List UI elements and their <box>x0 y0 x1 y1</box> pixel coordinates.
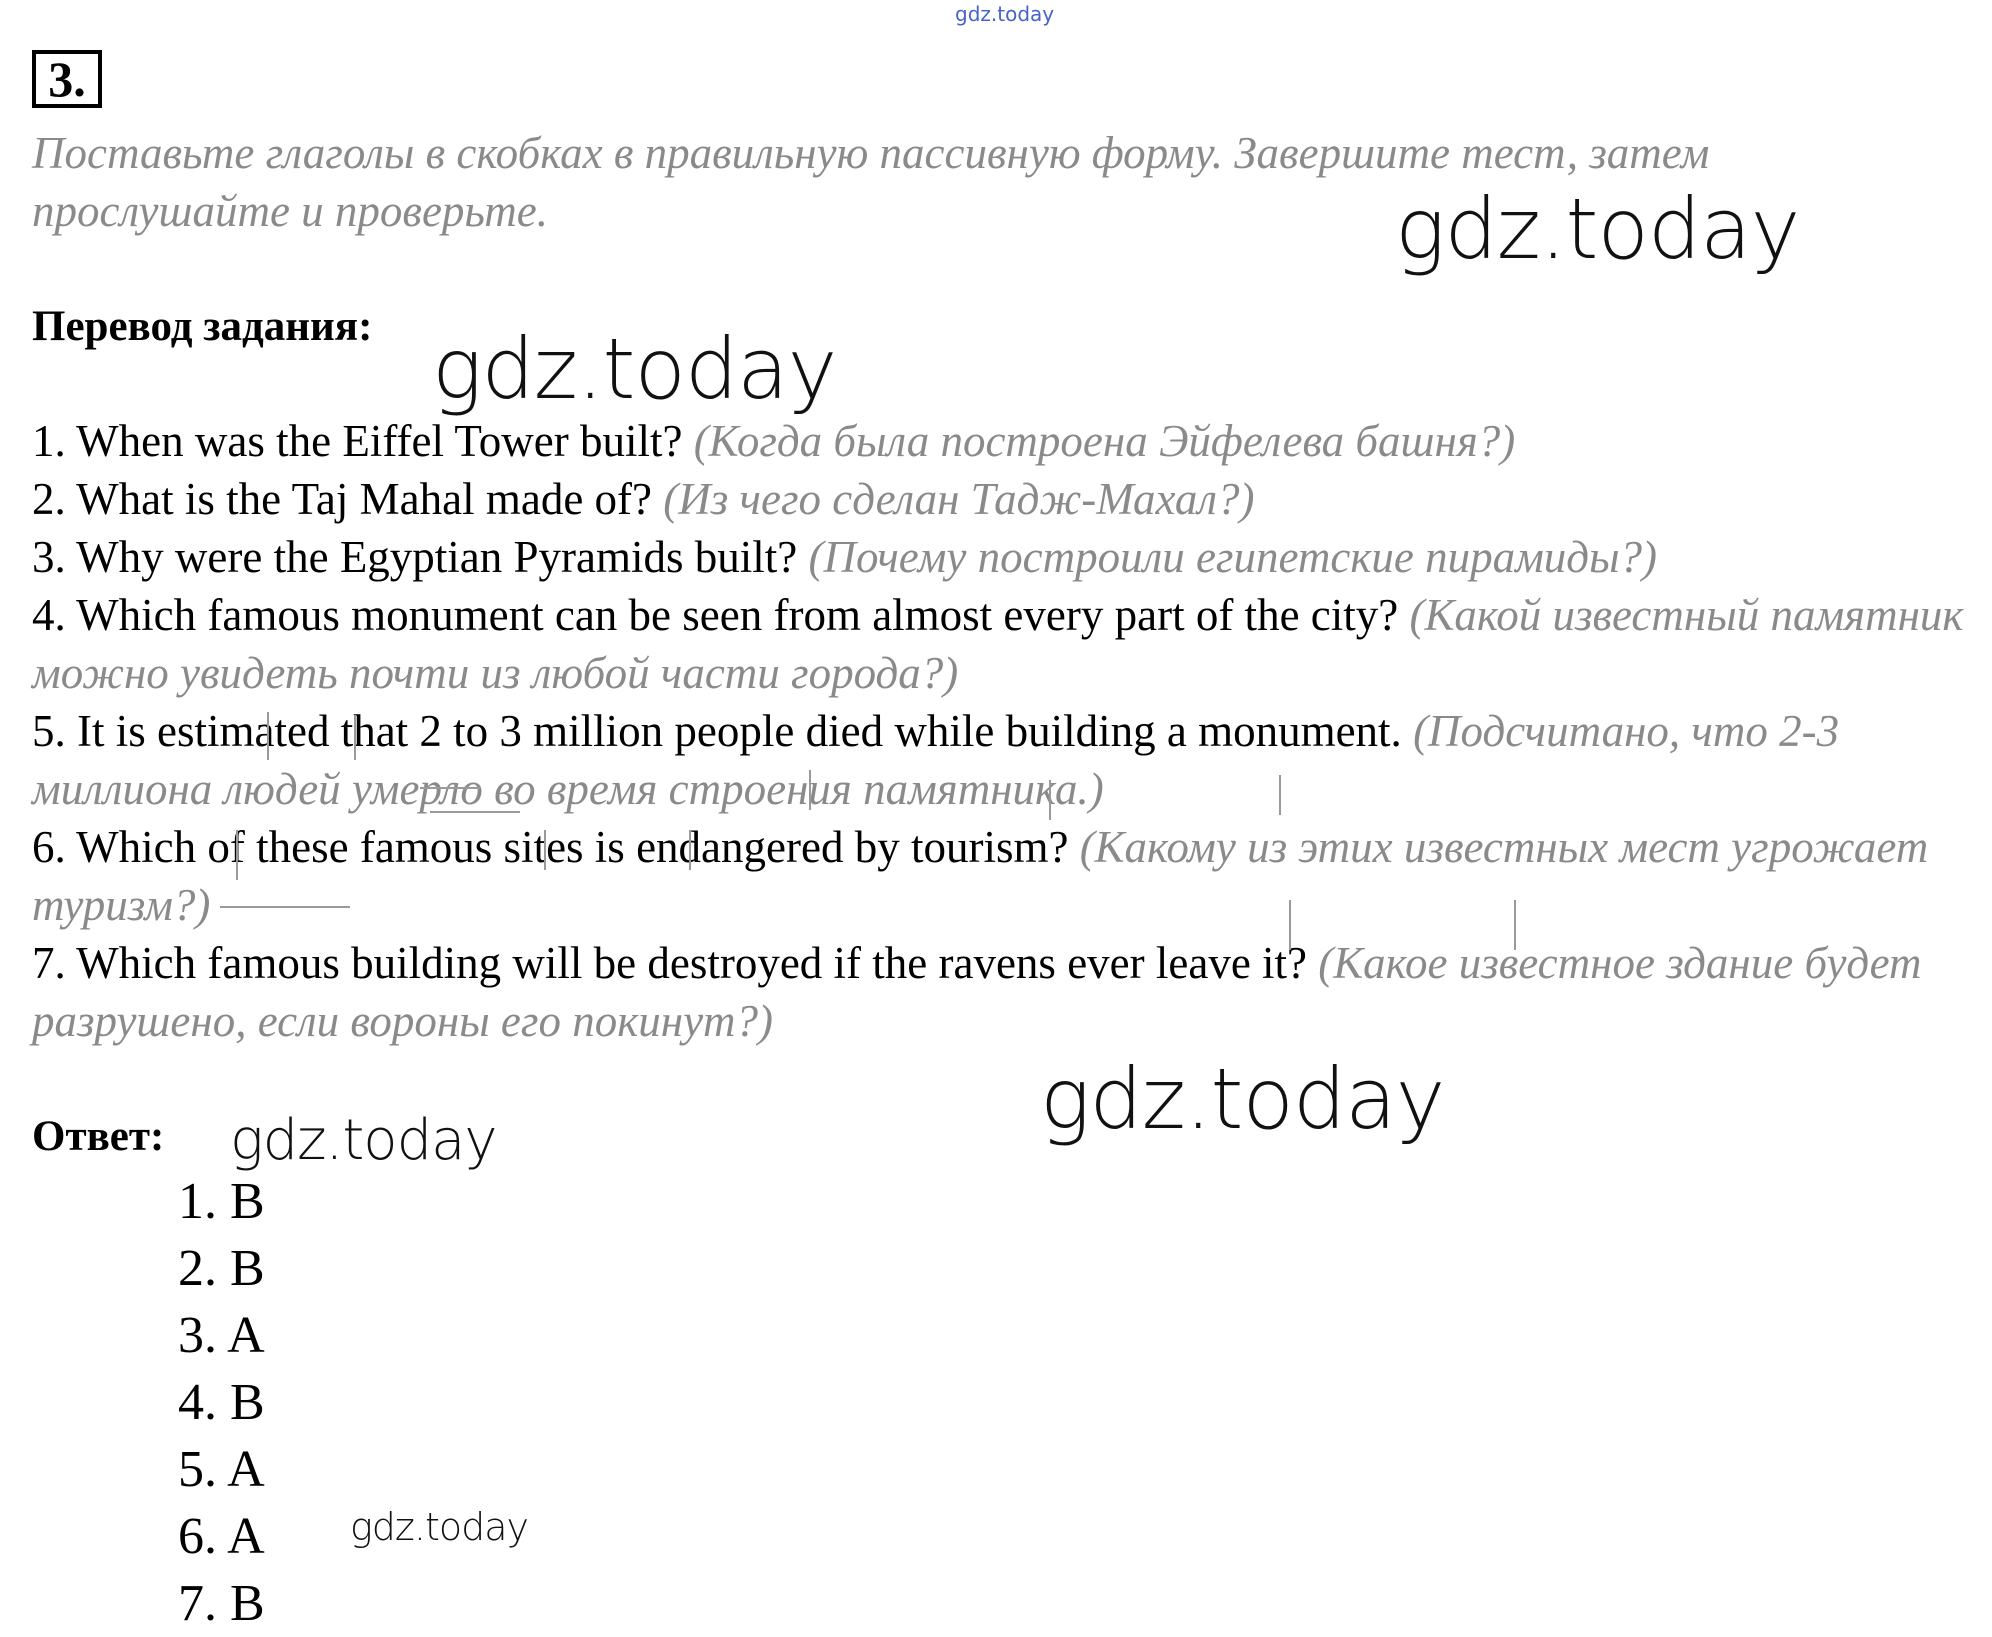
question-ru: (Какое известное здание будет разрушено, если вороны его покинут?) <box>32 938 1922 1046</box>
answer-list <box>178 1168 265 1637</box>
answer-title: Ответ: <box>32 1113 165 1160</box>
watermark-1: gdz.today <box>1395 180 1800 278</box>
top-watermark: gdz.today <box>955 2 1055 26</box>
exercise-instruction: Поставьте глаголы в скобках в правильную пассивную форму. Завершите тест, затем прослушайте и проверьте. <box>32 128 1710 236</box>
question-ru: (Из чего сделан Тадж-Махал?) <box>663 474 1255 524</box>
question-en: 4. Which famous monument can be seen from almost every part of the city? <box>32 590 1399 640</box>
answer-item: 5. A <box>178 1441 265 1498</box>
question-ru: (Почему построили египетские пирамиды?) <box>808 532 1658 582</box>
watermark-2: gdz.today <box>432 320 837 418</box>
answer-item: 2. B <box>178 1240 265 1297</box>
question-en: 7. Which famous building will be destroyed if the ravens ever leave it? <box>32 938 1308 988</box>
question-ru: (Какой известный памятник можно увидеть почти из любой части города?) <box>32 590 1964 698</box>
answer-item: 1. B <box>178 1173 265 1230</box>
watermark-4: gdz.today <box>230 1108 497 1173</box>
question-en: 6. Which of these famous sites is endangered by tourism? <box>32 822 1069 872</box>
answer-item: 6. A <box>178 1508 265 1565</box>
question-en: 2. What is the Taj Mahal made of? <box>32 474 653 524</box>
watermark-3: gdz.today <box>1040 1050 1445 1148</box>
question-ru: (Какому из этих известных мест угрожает туризм?) <box>32 822 1929 930</box>
question-en: 5. It is estimated that 2 to 3 million people died while building a monument. <box>32 706 1402 756</box>
question-en: 3. Why were the Egyptian Pyramids built? <box>32 532 798 582</box>
answer-item: 4. B <box>178 1374 265 1431</box>
watermark-5: gdz.today <box>350 1505 528 1549</box>
translation-title: Перевод задания: <box>32 303 373 350</box>
question-ru: (Подсчитано, что 2-3 миллиона людей умерло во время строения памятника.) <box>32 706 1840 814</box>
answer-item: 3. A <box>178 1307 265 1364</box>
answer-item: 7. B <box>178 1575 265 1632</box>
exercise-number: 3. <box>32 50 102 108</box>
question-en: 1. When was the Eiffel Tower built? <box>32 416 683 466</box>
question-ru: (Когда была построена Эйфелева башня?) <box>693 416 1516 466</box>
